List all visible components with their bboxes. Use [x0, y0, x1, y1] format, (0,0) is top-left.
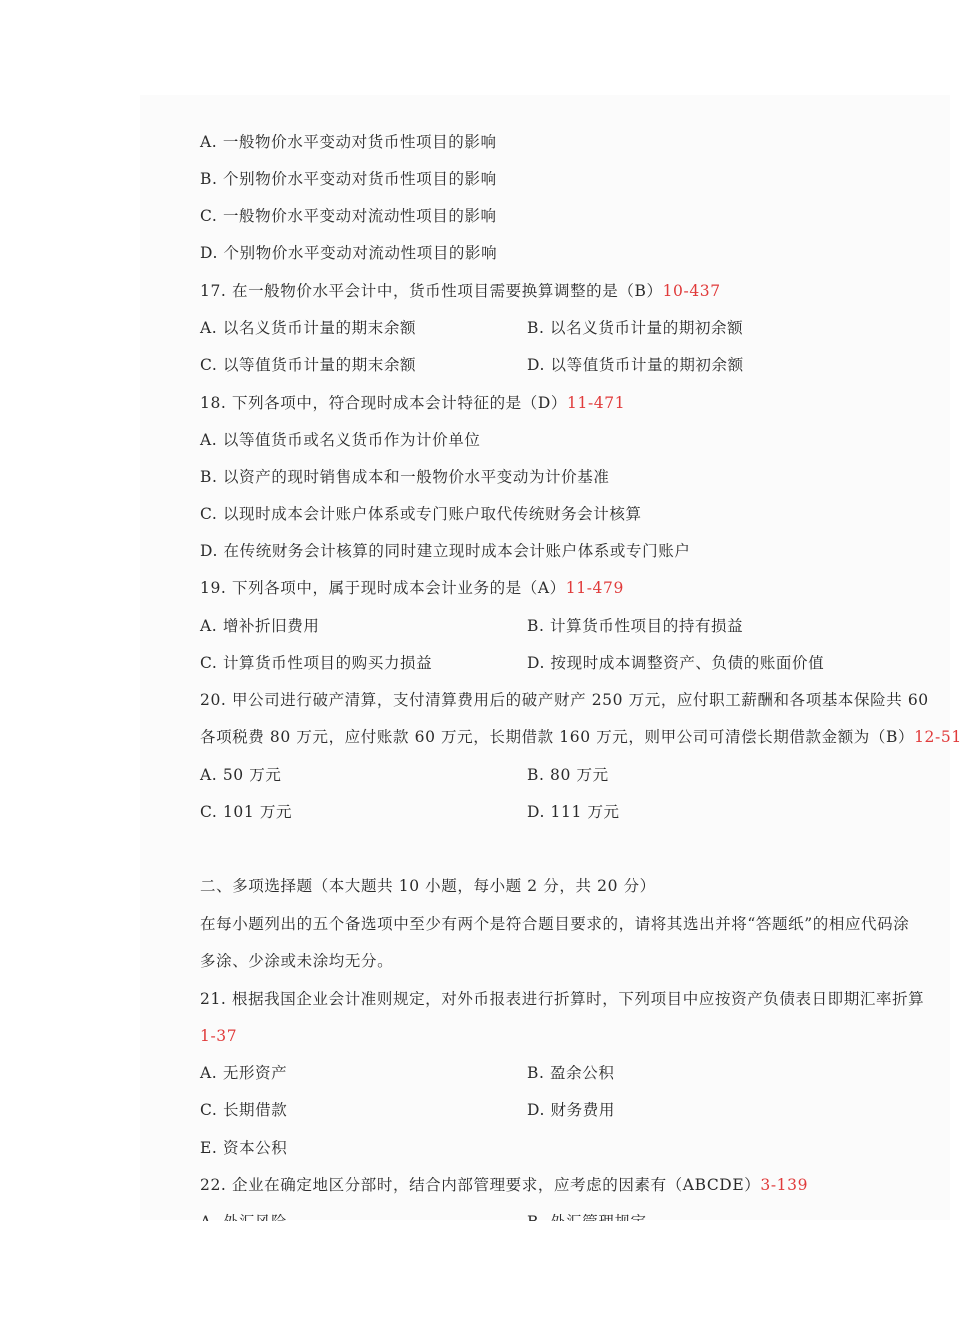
question-18-text: 18. 下列各项中，符合现时成本会计特征的是（D）: [200, 394, 568, 412]
option-20a: A. 50 万元: [200, 766, 282, 784]
question-19-ref: 11-479: [565, 579, 624, 597]
option-19b: B. 计算货币性项目的持有损益: [527, 617, 744, 635]
question-22-ref: 3-139: [760, 1176, 809, 1194]
option-18c: C. 以现时成本会计账户体系或专门账户取代传统财务会计核算: [200, 505, 642, 523]
option-18d: D. 在传统财务会计核算的同时建立现时成本会计账户体系或专门账户: [200, 542, 691, 560]
option-18b: B. 以资产的现时销售成本和一般物价水平变动为计价基准: [200, 468, 610, 486]
option-21e: E. 资本公积: [200, 1139, 288, 1157]
option-17b: B. 以名义货币计量的期初余额: [527, 319, 744, 337]
option-21c: C. 长期借款: [200, 1101, 288, 1119]
option-16a: A. 一般物价水平变动对货币性项目的影响: [200, 133, 497, 151]
option-19a: A. 增补折旧费用: [200, 617, 320, 635]
section-instructions-line2: 多涂、少涂或未涂均无分。: [200, 952, 394, 970]
option-21a: A. 无形资产: [200, 1064, 288, 1082]
section-instructions-line1: 在每小题列出的五个备选项中至少有两个是符合题目要求的，请将其选出并将“答题纸”的相应代码涂: [200, 915, 910, 933]
option-16c: C. 一般物价水平变动对流动性项目的影响: [200, 207, 497, 225]
option-17d: D. 以等值货币计量的期初余额: [527, 356, 744, 374]
option-20c: C. 101 万元: [200, 803, 293, 821]
page-crop-edge: [0, 1221, 950, 1344]
section-heading: 二、多项选择题（本大题共 10 小题，每小题 2 分，共 20 分）: [200, 877, 656, 895]
option-18a: A. 以等值货币或名义货币作为计价单位: [200, 431, 481, 449]
question-20-ref: 12-51: [914, 728, 962, 746]
question-18: [200, 393, 625, 413]
option-19c: C. 计算货币性项目的购买力损益: [200, 654, 433, 672]
option-20b: B. 80 万元: [527, 766, 609, 784]
question-20-line1: 20. 甲公司进行破产清算，支付清算费用后的破产财产 250 万元，应付职工薪酬和各项基本保险共 60: [200, 691, 929, 709]
question-17-ref: 10-437: [662, 282, 721, 300]
question-21: 21. 根据我国企业会计准则规定，对外币报表进行折算时，下列项目中应按资产负债表日即期汇率折算: [200, 990, 925, 1008]
question-20-line2: [200, 727, 962, 747]
question-20-text: 各项税费 80 万元，应付账款 60 万元，长期借款 160 万元，则甲公司可清偿长期借款金额为（B）: [200, 728, 915, 746]
option-17a: A. 以名义货币计量的期末余额: [200, 319, 417, 337]
option-16d: D. 个别物价水平变动对流动性项目的影响: [200, 244, 498, 262]
option-17c: C. 以等值货币计量的期末余额: [200, 356, 417, 374]
question-19: [200, 578, 624, 598]
question-19-text: 19. 下列各项中，属于现时成本会计业务的是（A）: [200, 579, 566, 597]
question-22-text: 22. 企业在确定地区分部时，结合内部管理要求，应考虑的因素有（ABCDE）: [200, 1176, 761, 1194]
question-17-text: 17. 在一般物价水平会计中，货币性项目需要换算调整的是（B）: [200, 282, 663, 300]
option-19d: D. 按现时成本调整资产、负债的账面价值: [527, 654, 825, 672]
option-21d: D. 财务费用: [527, 1101, 615, 1119]
option-16b: B. 个别物价水平变动对货币性项目的影响: [200, 170, 497, 188]
question-22: [200, 1175, 808, 1195]
question-21-ref: 1-37: [200, 1027, 238, 1045]
option-20d: D. 111 万元: [527, 803, 620, 821]
option-21b: B. 盈余公积: [527, 1064, 615, 1082]
question-18-ref: 11-471: [567, 394, 626, 412]
question-17: [200, 281, 721, 301]
